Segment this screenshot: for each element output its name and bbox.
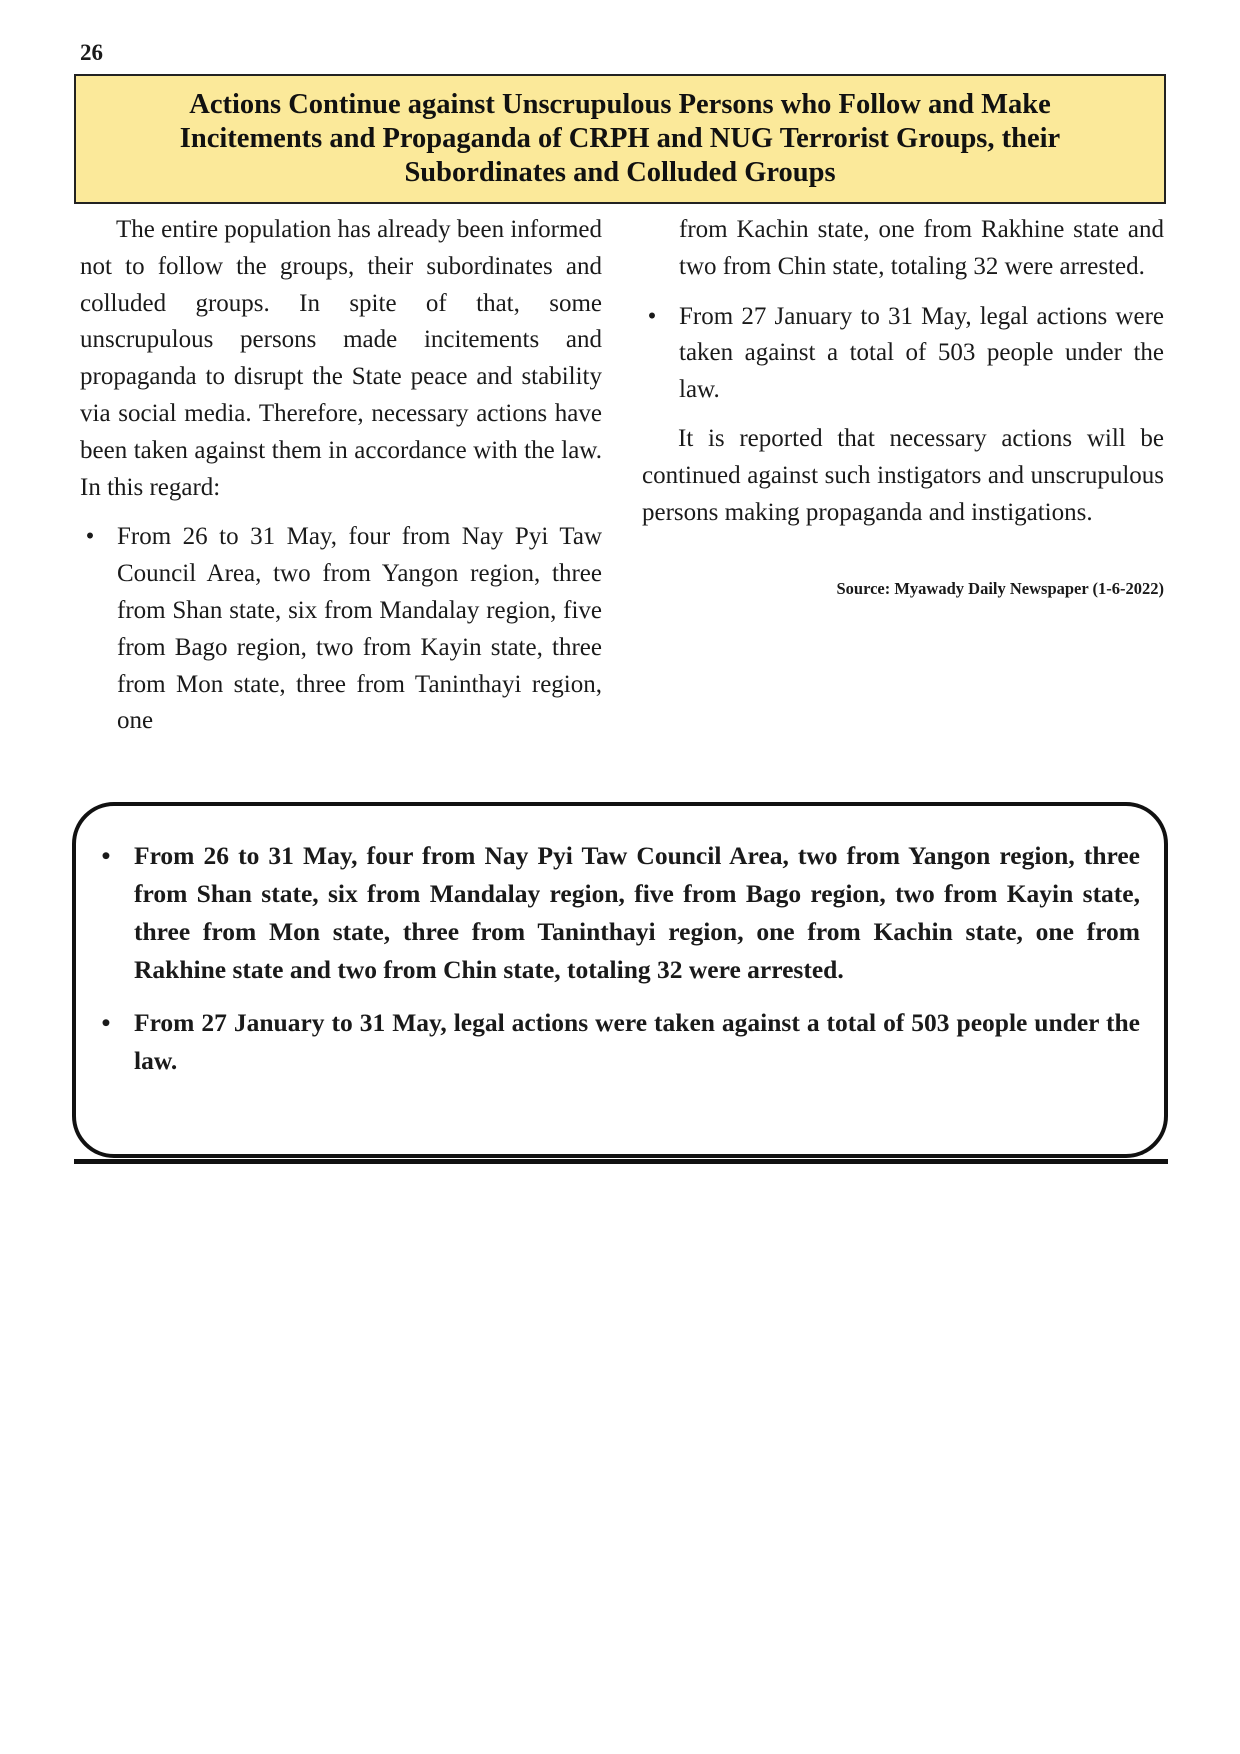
bullet-icon: • [647, 302, 657, 330]
summary-list [96, 837, 1140, 1080]
left-column [80, 212, 602, 752]
bullet-1-text-part1: From 26 to 31 May, four from Nay Pyi Taw Council Area, two from Yangon region, three from Shan state, six from Mandalay region, five from Bago region, two from Kayin state, three from Mon state, three from Taninthayi region, one [117, 523, 602, 735]
source-citation: Source: Myawady Daily Newspaper (1-6-2022) [836, 579, 1164, 599]
conclusion-paragraph: It is reported that necessary actions will be continued against such instigators and unscrupulous persons making propaganda and instigations. [642, 424, 1164, 526]
bullet-icon: • [101, 841, 111, 870]
bullet-list-left [80, 519, 602, 740]
summary-item [96, 837, 1140, 989]
bullet-2-text: From 27 January to 31 May, legal actions were taken against a total of 503 people under the law. [679, 302, 1164, 404]
summary-box [72, 802, 1168, 1158]
article-title: Actions Continue against Unscrupulous Persons who Follow and Make Incitements and Propaganda of CRPH and NUG Terrorist Groups, their Subordinates and Colluded Groups [179, 89, 1061, 188]
page-number: 26 [80, 40, 103, 65]
summary-item-text: From 26 to 31 May, four from Nay Pyi Taw Council Area, two from Yangon region, three from Shan state, six from Mandalay region, five from Bago region, two from Kayin state, three from Mon state, three from Taninthayi region, one from Kachin state, one from Rakhine state and two from Chin state, totaling 32 were arrested. [134, 841, 1140, 984]
title-banner [74, 74, 1166, 204]
bullet-icon: • [101, 1008, 111, 1037]
right-column [642, 212, 1164, 600]
list-item [80, 519, 602, 740]
intro-paragraph: The entire population has already been informed not to follow the groups, their subordinates and colluded groups. In spite of that, some unscrupulous persons made incitements and propaganda to disrupt the State peace and stability via social media. Therefore, necessary actions have been taken against them in accordance with the law. In this regard: [80, 216, 602, 501]
bullet-icon: • [85, 523, 95, 551]
summary-item-text: From 27 January to 31 May, legal actions were taken against a total of 503 people under the law. [134, 1008, 1140, 1075]
summary-item [96, 1004, 1140, 1080]
list-item [642, 299, 1164, 409]
bullet-list-right [642, 299, 1164, 409]
bottom-divider [74, 1159, 1168, 1164]
bullet-1-text-part2: from Kachin state, one from Rakhine state and two from Chin state, totaling 32 were arrested. [679, 216, 1164, 280]
